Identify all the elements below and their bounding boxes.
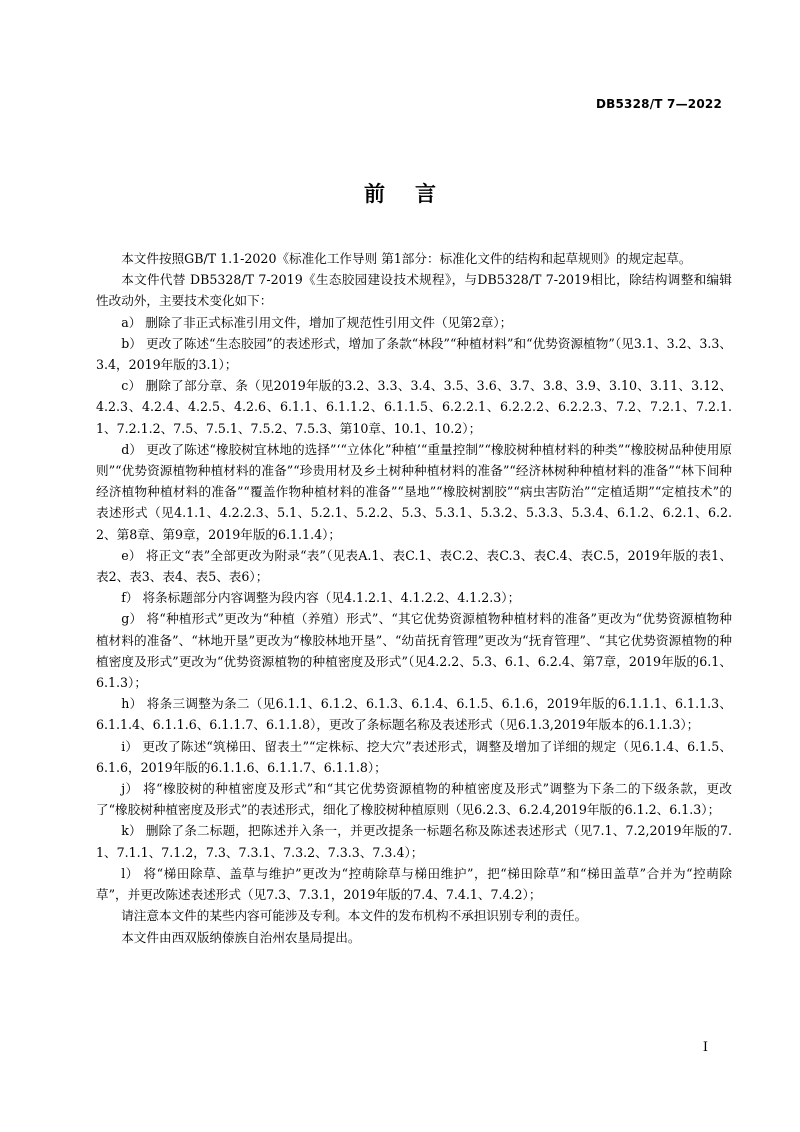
list-item: f） 将条标题部分内容调整为段内容（见4.1.2.1、4.1.2.2、4.1.2.3）；	[121, 590, 521, 606]
list-item: e） 将正文“表”全部更改为附录“表”（见表A.1、表C.1、表C.2、表C.3、表C.4、表C.5，2019年版的表1、表2、表3、表4、表5、表6）；	[96, 547, 732, 585]
page-number: I	[702, 1040, 708, 1055]
paragraph: 本文件按照GB/T 1.1-2020《标准化工作导则 第1部分：标准化文件的结构和起草规则》的规定起草。	[121, 251, 692, 266]
list-item: g） 将“种植形式”更改为“种植（养殖）形式”、“其它优势资源植物种植材料的准备”更改为“优势资源植物种植材料的准备”、“林地开垦”更改为“橡胶林地开垦”、“幼苗抚育管理”更改为“抚育管理”、“其它优势资源植物的种植密度及形式”更改为“优势资源植物的种植密度及形式”（见4.2.2、5.3、6.1、6.2.4、第7章，2019年版的6.1、6.1.3）；	[96, 611, 732, 691]
document-code: DB5328/T 7—2022	[596, 97, 722, 111]
list-item: d） 更改了陈述“橡胶树宜林地的选择”‘“立体化”种植’“重量控制”“橡胶树种植材料的种类”“橡胶树品种使用原则”“优势资源植物种植材料的准备”“珍贵用材及乡土树种种植材料的准备”“经济林树种种植材料的准备”“林下间种经济植物种植材料的准备”“覆盖作物种植材料的准备”“垦地”“橡胶树割胶”“病虫害防治”“定植适期”“定植技术”的表述形式（见4.1.1、4.2.2.3、5.1、5.2.1、5.2.2、5.3、5.3.1、5.3.2、5.3.3、5.3.4、6.1.2、6.2.1、6.2.2、第8章、第9章，2019年版的6.1.1.4）；	[96, 441, 732, 542]
list-item: j） 将“橡胶树的种植密度及形式”和“其它优势资源植物的种植密度及形式”调整为下条二的下级条款，更改了“橡胶树种植密度及形式”的表述形式，细化了橡胶树种植原则（见6.2.3、6.2.4,2019年版的6.1.2、6.1.3）；	[96, 781, 732, 818]
paragraph: 本文件代替 DB5328/T 7-2019《生态胶园建设技术规程》，与DB5328/T 7-2019相比，除结构调整和编辑性改动外，主要技术变化如下：	[96, 272, 732, 309]
list-item: k） 删除了条二标题，把陈述并入条一，并更改提条一标题名称及陈述表述形式（见7.1、7.2,2019年版的7.1、7.1.1、7.1.2，7.3、7.3.1、7.3.2、7.3.3、7.3.4）；	[96, 823, 732, 860]
paragraph: 本文件由西双版纳傣族自治州农垦局提出。	[121, 929, 361, 945]
list-item: l） 将“梯田除草、盖草与维护”更改为“控萌除草与梯田维护”，把“梯田除草”和“梯田盖草”合并为“控萌除草”，并更改陈述表述形式（见7.3、7.3.1，2019年版的7.4、7.4.1、7.4.2）；	[96, 865, 732, 903]
page-title: 前言	[364, 182, 466, 206]
list-item: i） 更改了陈述“筑梯田、留表土”“定株标、挖大穴”表述形式，调整及增加了详细的规定（见6.1.4、6.1.5、6.1.6，2019年版的6.1.1.6、6.1.1.7、6.1.1.8）；	[96, 738, 732, 775]
foreword-body	[96, 248, 732, 948]
list-item: c） 删除了部分章、条（见2019年版的3.2、3.3、3.4、3.5、3.6、3.7、3.8、3.9、3.10、3.11、3.12、4.2.3、4.2.4、4.2.5、4.2.6、6.1.1、6.1.1.2、6.1.1.5、6.2.2.1、6.2.2.2、6.2.2.3、7.2、7.2.1、7.2.1.1、7.2.1.2、7.5、7.5.1、7.5.2、7.5.3、第10章、10.1、10.2）；	[96, 378, 732, 436]
list-item: h） 将条三调整为条二（见6.1.1、6.1.2、6.1.3、6.1.4、6.1.5、6.1.6，2019年版的6.1.1.1、6.1.1.3、6.1.1.4、6.1.1.6、6.1.1.7、6.1.1.8），更改了条标题名称及表述形式（见6.1.3,2019年版本的6.1.1.3）；	[96, 696, 732, 733]
list-item: b） 更改了陈述“生态胶园”的表述形式，增加了条款“林段”“种植材料”和“优势资源植物”（见3.1、3.2、3.3、3.4，2019年版的3.1）；	[96, 335, 732, 373]
list-item: a） 删除了非正式标准引用文件，增加了规范性引用文件（见第2章）；	[121, 314, 513, 330]
paragraph: 请注意本文件的某些内容可能涉及专利。本文件的发布机构不承担识别专利的责任。	[121, 908, 588, 924]
